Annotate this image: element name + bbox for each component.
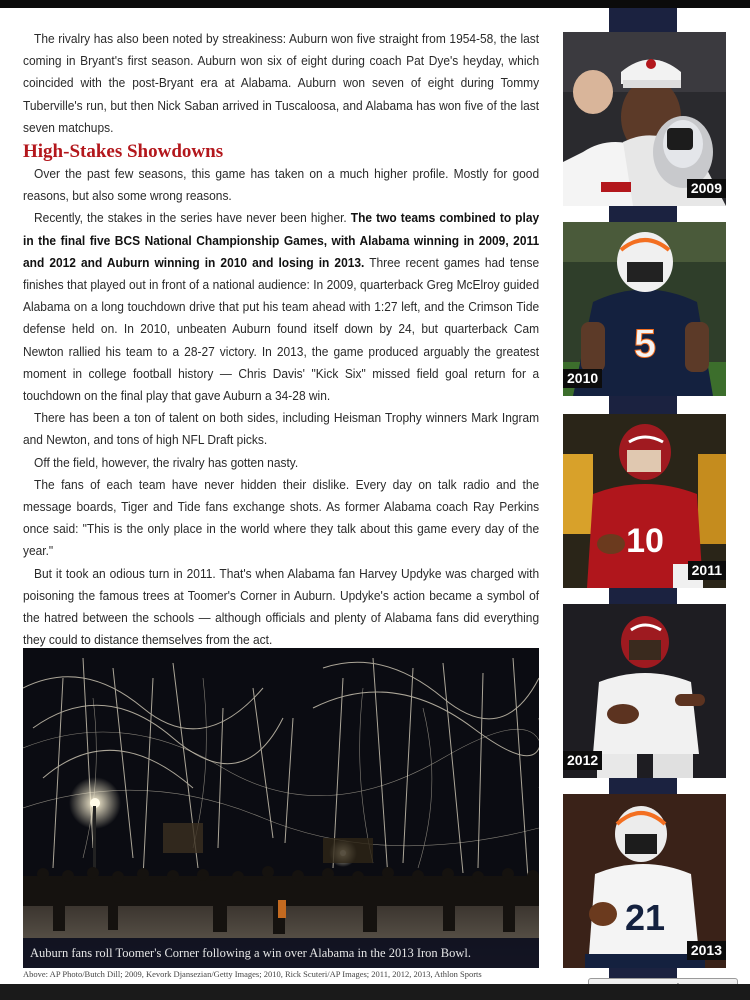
paragraph-stakes bbox=[23, 207, 539, 407]
rail-strip bbox=[609, 396, 677, 414]
paragraph-fans: The fans of each team have never hidden their dislike. Every day on talk radio and the message boards, Tiger and Tide fans exchange shots. As former Alabama coach Ray Perkins once said: "This is the only place in the world where they talk about this game every day of the year." bbox=[23, 476, 540, 559]
rail-strip bbox=[609, 588, 677, 604]
rail-strip bbox=[609, 206, 677, 222]
jersey-number: 21 bbox=[624, 897, 666, 938]
year-badge: 2012 bbox=[563, 751, 602, 770]
paragraph-nasty: Off the field, however, the rivalry has gotten nasty. bbox=[34, 454, 299, 470]
rail-strip bbox=[609, 778, 677, 794]
year-badge: 2011 bbox=[688, 561, 726, 580]
stakes-rest: Three recent games had tense finishes that played out in front of a national audience: In 2009, quarterback Greg McElroy guided Alabama on a long touchdown drive that put his team ahead with 1:27 left, and the Crimson Tide defense held on. In 2010, unbeaten Auburn found itself down by 24, but quarterback Cam Newton rallied his team to a 28-27 victory. In 2013, the game produced arguably the greatest moment in college football history — Chris Davis' "Kick Six" missed field goal return for a touchdown on the final play that gave Auburn a 34-28 win. bbox=[23, 254, 540, 404]
thumbnail-2013 bbox=[563, 794, 726, 968]
year-badge: 2009 bbox=[687, 179, 726, 198]
bottom-bar bbox=[0, 984, 750, 1000]
photo-caption: Auburn fans roll Toomer's Corner following a win over Alabama in the 2013 Iron Bowl. bbox=[23, 938, 539, 968]
thumbnail-2009 bbox=[563, 32, 726, 206]
year-badge: 2010 bbox=[563, 369, 602, 388]
jersey-number: 10 bbox=[626, 522, 664, 560]
paragraph-profile: Over the past few seasons, this game has taken on a much higher profile. Mostly for good reasons, but also some wrong reasons. bbox=[23, 166, 540, 204]
paragraph-updyke: But it took an odious turn in 2011. That's when Alabama fan Harvey Updyke was charged with poisoning the famous trees at Toomer's Corner in Auburn. Updyke's action became a symbol of the hatred between the schools — although officials and plenty of Alabama fans did everything they could to distance themselves from the act. bbox=[23, 565, 540, 648]
thumbnail-2012 bbox=[563, 604, 726, 778]
toomers-corner-image bbox=[23, 648, 539, 968]
stakes-bold: The two teams combined to play in the final five BCS National Championship Games, with Alabama winning in 2009, 2011 and 2012 and Auburn winning in 2010 and losing in 2013. bbox=[23, 210, 540, 270]
thumbnail-2011 bbox=[563, 414, 726, 588]
section-heading: High-Stakes Showdowns bbox=[23, 141, 224, 163]
photo-credit: Above: AP Photo/Butch Dill; 2009, Kevork Djansezian/Getty Images; 2010, Rick Scuteri/AP Images; 2011, 2012, 2013, Athlon Sports bbox=[23, 969, 482, 979]
article-body bbox=[23, 28, 539, 651]
stakes-intro: Recently, the stakes in the series have never been higher. bbox=[34, 210, 351, 226]
jersey-number: 5 bbox=[633, 322, 657, 366]
paragraph-talent: There has been a ton of talent on both sides, including Heisman Trophy winners Mark Ingram and Newton, and tons of high NFL Draft picks. bbox=[23, 410, 540, 448]
thumbnail-2010 bbox=[563, 222, 726, 396]
paragraph-streakiness: The rivalry has also been noted by streakiness: Auburn won five straight from 1954-58, the last coming in Bryant's first season. Auburn won six of eight during coach Pat Dye's heyday, which coincided with the post-Bryant era at Alabama. Auburn won seven of eight during Tommy Tuberville's run, but then Nick Saban arrived in Tuscaloosa, and Alabama has won five of the last seven matchups. bbox=[23, 31, 540, 135]
top-bar bbox=[0, 0, 750, 8]
toomers-corner-photo bbox=[23, 648, 539, 968]
rail-strip bbox=[609, 8, 677, 32]
rail-strip bbox=[609, 968, 677, 978]
year-badge: 2013 bbox=[687, 941, 726, 960]
